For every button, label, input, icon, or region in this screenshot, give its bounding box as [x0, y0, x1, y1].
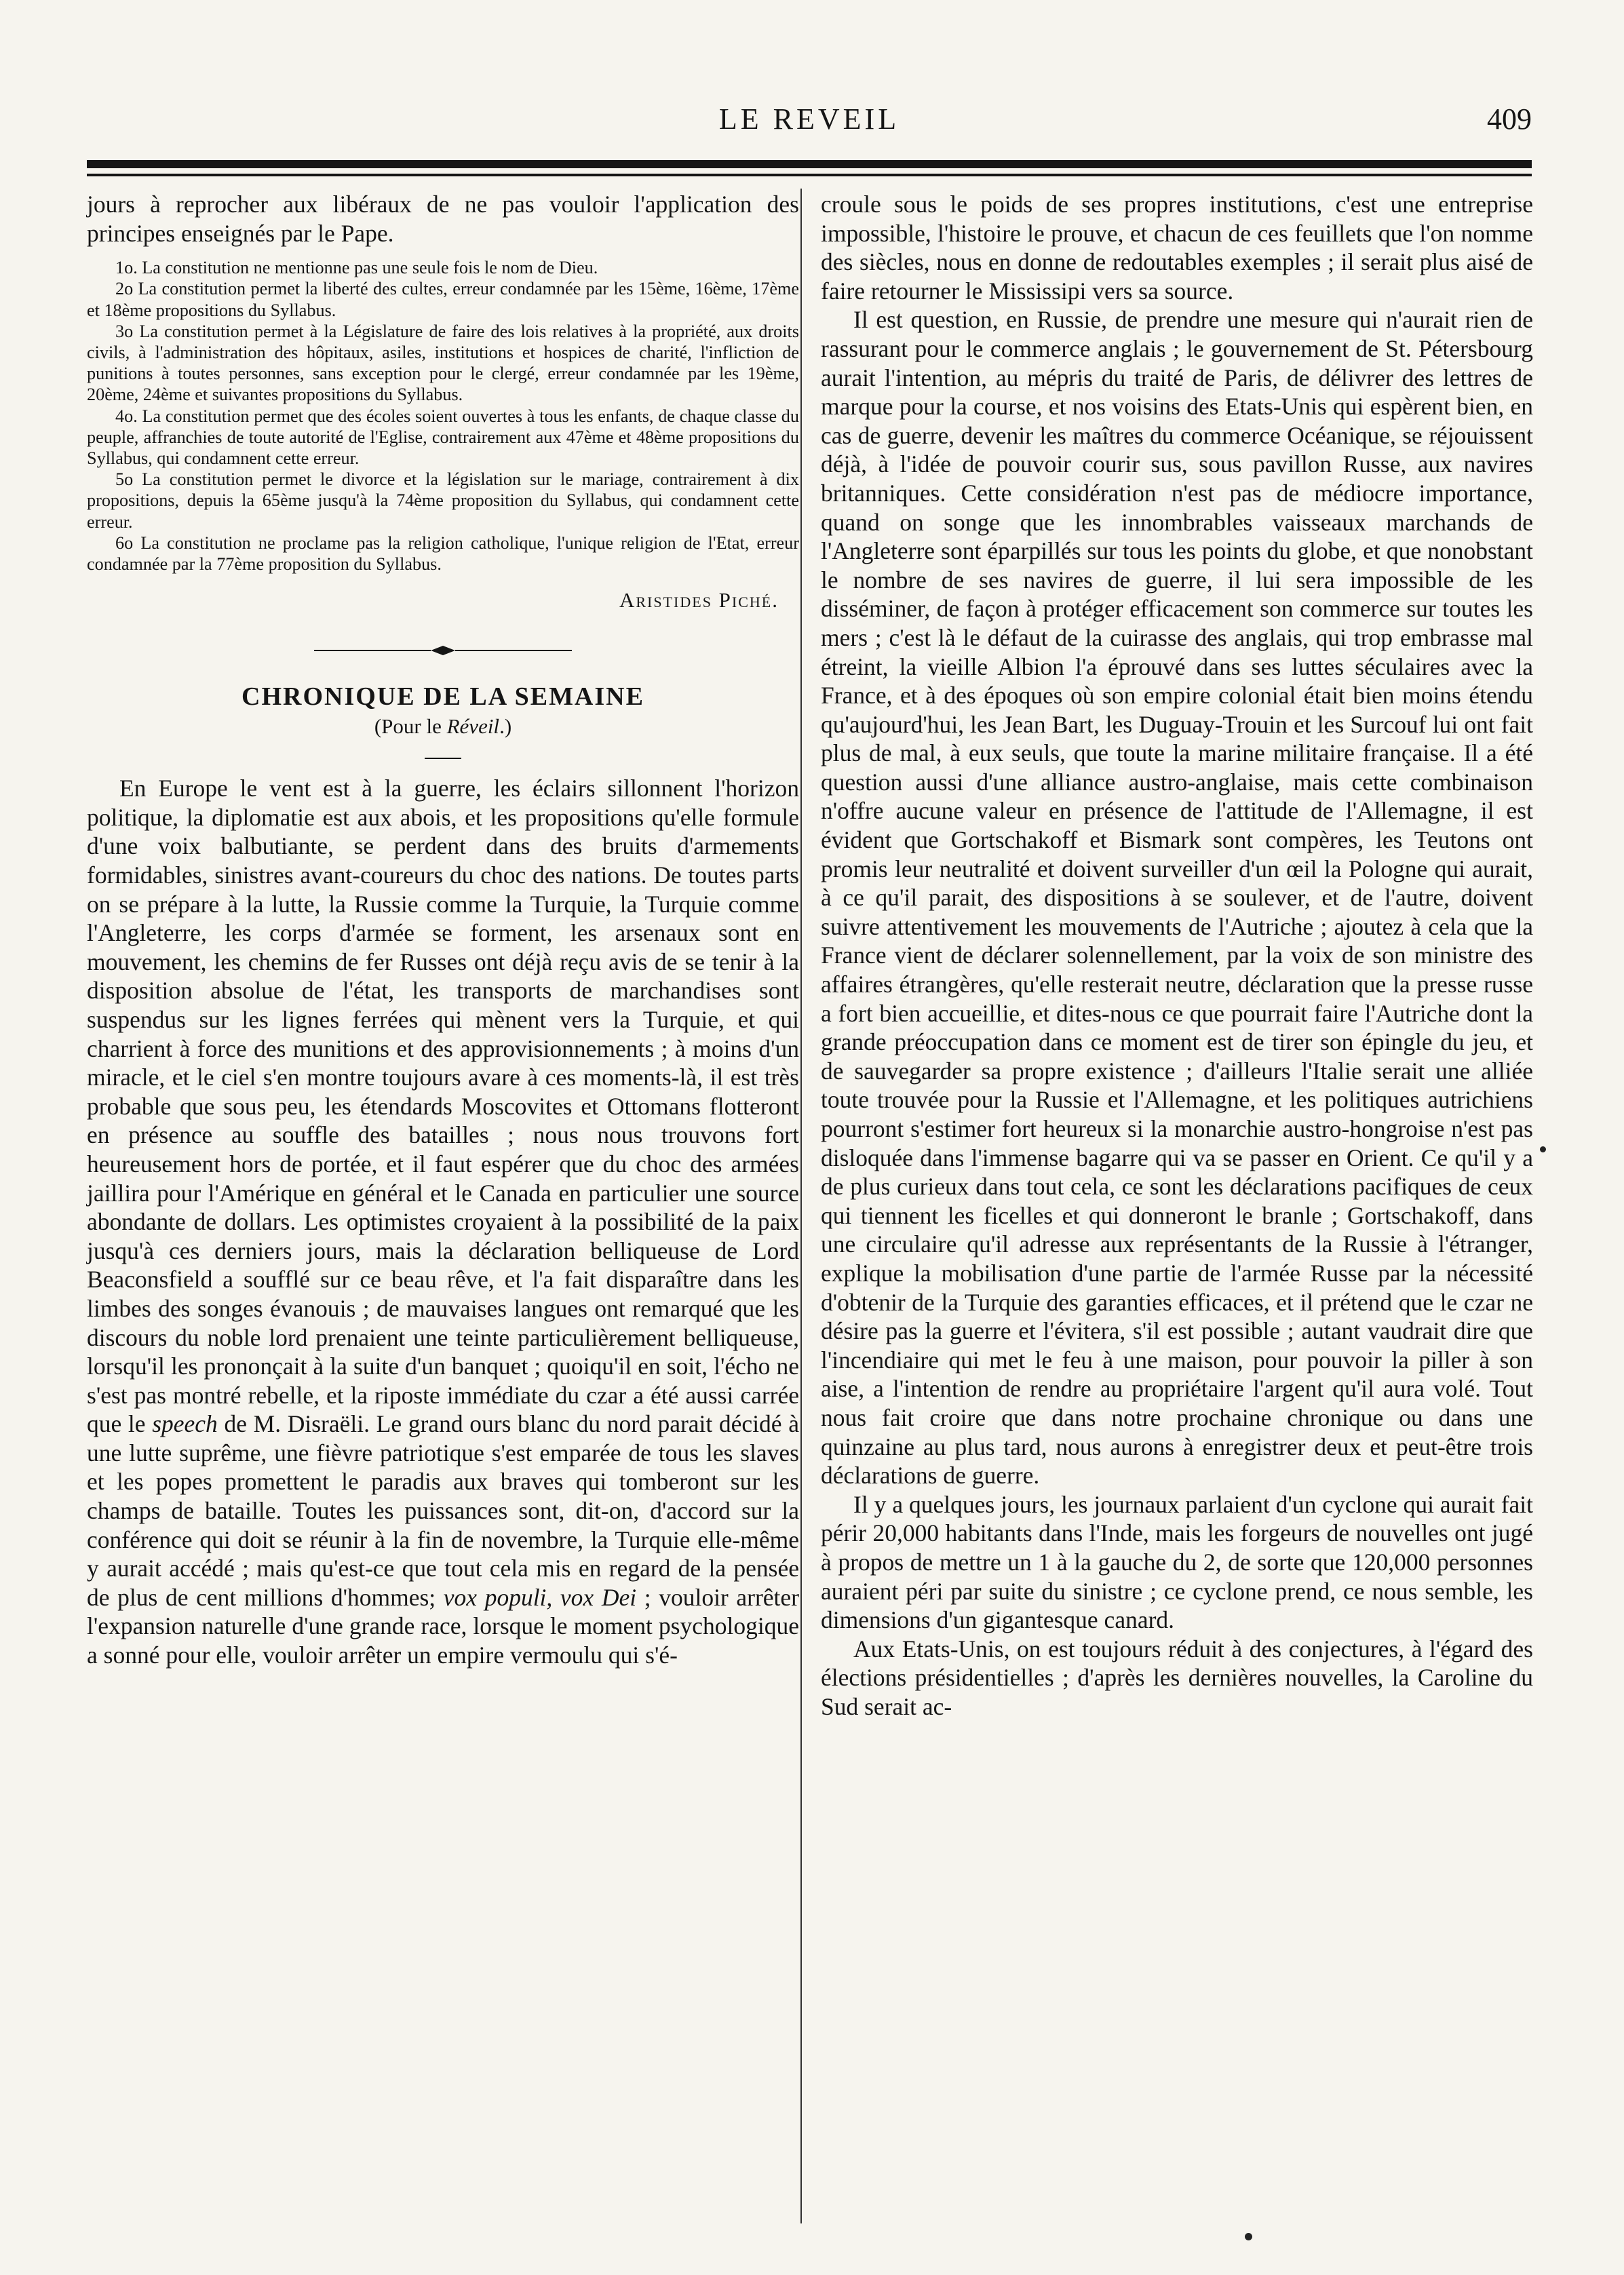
section-subtitle	[87, 714, 799, 739]
ink-dot-icon	[1245, 2233, 1252, 2240]
proposition-2: 2o La constitution permet la liberté des cultes, erreur condamnée par les 15ème, 16ème, 17ème et 18ème propositions du Syllabus.	[87, 279, 799, 320]
chronique-text-2: de M. Disraëli. Le grand ours blanc du nord parait décidé à une lutte suprême, une fièvre patriotique s'est emparée de tous les slaves et les popes promettent le paradis aux braves qui tomberont sur les champs de bataille. Toutes les puissances sont, dit-on, d'accord sur la conférence qui doit se réunir à la fin de novembre, la Turquie elle-même y aurait accédé ; mais qu'est-ce que tout cela mis en regard de la pensée de plus de cent millions d'hommes;	[87, 1410, 799, 1611]
proposition-6: 6o La constitution ne proclame pas la religion catholique, l'unique religion de l'Etat, erreur condamnée par la 77ème proposition du Syllabus.	[87, 532, 799, 575]
subtitle-journal: Réveil	[446, 714, 500, 739]
proposition-4: 4o. La constitution permet que des écoles soient ouvertes à tous les enfants, de chaque classe du peuple, affranchies de toute autorité de l'Eglise, contrairement aux 47ème et 48ème propositions du Syllabus, qui condamnent cette erreur.	[87, 406, 799, 469]
proposition-5: 5o La constitution permet le divorce et la législation sur le mariage, contrairement à dix propositions, depuis la 65ème jusqu'à la 74ème proposition du Syllabus, qui condamnent cette erreur.	[87, 469, 799, 532]
left-column	[87, 190, 799, 1670]
chronique-text-3: ; vouloir arrêter l'expansion naturelle d'une grande race, lorsque le moment psychologique a sonné pour elle, vouloir arrêter un empire vermoulu qui s'é-	[87, 1583, 799, 1669]
chronique-speech: speech	[152, 1410, 218, 1438]
subtitle-suffix: .)	[499, 714, 512, 739]
right-paragraph-4: Aux Etats-Unis, on est toujours réduit à des conjectures, à l'égard des élections présidentielles ; d'après les dernières nouvelles, la Caroline du Sud serait ac-	[821, 1635, 1533, 1720]
right-paragraph-3: Il y a quelques jours, les journaux parlaient d'un cyclone qui aurait fait périr 20,000 habitants dans l'Inde, mais les forgeurs de nouvelles ont jugé à propos de mettre un 1 à la gauche du 2, de sorte que 120,000 personnes auraient péri par suite du sinistre ; ce cyclone prend, ce nous semble, les dimensions d'un gigantesque canard.	[821, 1490, 1533, 1634]
subtitle-rule	[425, 758, 461, 759]
ink-dot-icon	[1540, 1146, 1546, 1152]
section-title: CHRONIQUE DE LA SEMAINE	[241, 682, 644, 712]
section-ornament-icon	[87, 644, 799, 664]
chronique-paragraph	[87, 774, 799, 1669]
chronique-vox: vox populi, vox Dei	[443, 1583, 637, 1611]
page-header	[87, 102, 1532, 149]
header-rule-thick	[87, 160, 1532, 168]
right-paragraph-1: croule sous le poids de ses propres institutions, c'est une entreprise impossible, l'histoire le prouve, et chacun de ces feuillets que l'on nomme des siècles, nous en donne de redoutables exemples ; il serait plus aisé de faire retourner le Mississipi vers sa source.	[821, 191, 1533, 305]
proposition-1: 1o. La constitution ne mentionne pas une seule fois le nom de Dieu.	[115, 258, 598, 278]
running-title: LE REVEIL	[718, 102, 900, 136]
author-signature: Aristides Piché.	[619, 588, 779, 612]
header-rule-thin	[87, 174, 1532, 176]
column-divider	[800, 189, 802, 2223]
right-column	[821, 190, 1533, 1721]
subtitle-prefix: (Pour le	[374, 714, 447, 739]
page-number: 409	[1487, 102, 1532, 136]
right-paragraph-2: Il est question, en Russie, de prendre une mesure qui n'aurait rien de rassurant pour le commerce anglais ; le gouvernement de St. Pétersbourg aurait l'intention, au mépris du traité de Paris, de délivrer des lettres de marque pour la course, et nos voisins des Etats-Unis qui espèrent bien, en cas de guerre, devenir les maîtres du commerce Océanique, se réjouissent déjà, à l'idée de pouvoir courir sus, sous pavillon Russe, aux navires britanniques. Cette considération n'est pas de médiocre importance, quand on songe que les innombrables vaisseaux marchands de l'Angleterre sont éparpillés sur tous les points du globe, et que nonobstant le nombre de ses navires de guerre, il lui sera impossible de les disséminer, de façon à protéger efficacement son commerce sur toutes les mers ; c'est là le défaut de la cuirasse des anglais, qui trop embrasse mal étreint, la vieille Albion l'a éprouvé dans ses luttes séculaires avec la France, et à des époques où son empire colonial était bien moins étendu qu'aujourd'hui, les Jean Bart, les Duguay-Trouin et les Surcouf lui ont fait plus de mal, à eux seuls, que toute la marine militaire française. Il a été question aussi d'une alliance austro-anglaise, mais cette combinaison n'offre aucune valeur en présence de l'attitude de l'Allemagne, il est évident que Gortschakoff et Bismark sont compères, les Teutons ont promis leur neutralité et doivent surveiller d'un œil la Pologne qui aurait, à ce qu'il parait, des dispositions à se soulever, et de l'autre, doivent suivre attentivement les mouvements de l'Autriche ; ajoutez à cela que la France vient de déclarer solennellement, par la voix de son ministre des affaires étrangères, qu'elle resterait neutre, déclaration que la presse russe a fort bien accueillie, et dites-nous ce que pourrait faire l'Autriche dont la grande préoccupation dans ce moment est de tirer son épingle du jeu, et de sauvegarder sa propre existence ; d'ailleurs l'Italie serait une alliée toute trouvée pour la Russie et l'Allemagne, et les politiques autrichiens pourront s'estimer fort heureux si la monarchie austro-hongroise n'est pas disloquée dans l'immense bagarre qui va se passer en Orient. Ce qu'il y a de plus curieux dans tout cela, ce sont les déclarations pacifiques de ceux qui tiennent les ficelles et qui donneront le branle ; Gortschakoff, dans une circulaire qu'il adresse aux représentants de la Russie à l'étranger, explique la mobilisation d'une partie de l'armée Russe par la nécessité d'obtenir de la Turquie des garanties efficaces, et il prétend que le czar ne désire pas la guerre et l'évitera, s'il est possible ; autant vaudrait dire que l'incendiaire qui met le feu à une maison, pour pouvoir la piller à son aise, a l'intention de rendre au propriétaire l'argent qu'il aura volé. Tout nous fait croire que dans notre prochaine chronique ou dans une quinzaine au plus tard, nous aurons à enregistrer deux et peut-être trois déclarations de guerre.	[821, 306, 1533, 1490]
chronique-text-1: En Europe le vent est à la guerre, les éclairs sillonnent l'horizon politique, la diplomatie est aux abois, et les propositions qu'elle formule d'une voix balbutiante, se perdent dans des bruits d'armements formidables, sinistres avant-coureurs du choc des nations. De toutes parts on se prépare à la lutte, la Russie comme la Turquie, la Turquie comme l'Angleterre, les corps d'armée se forment, les arsenaux sont en mouvement, les chemins de fer Russes ont déjà reçu avis de se tenir à la disposition absolue de l'état, les transports de marchandises sont suspendus sur les lignes ferrées qui mènent vers la Turquie, et qui charrient à force des munitions et des approvisionnements ; à moins d'un miracle, et le ciel s'en montre toujours avare à ces moments-là, il est très probable que sous peu, les étendards Moscovites et Ottomans flotteront en présence au souffle des batailles ; nous nous trouvons fort heureusement hors de portée, et il faut espérer que du choc des armées jaillira pour l'Amérique en général et le Canada en particulier une source abondante de dollars. Les optimistes croyaient à la possibilité de la paix jusqu'à ces derniers jours, mais la déclaration belliqueuse de Lord Beaconsfield a soufflé sur ce beau rêve, et l'a fait disparaître dans les limbes des songes évanouis ; de mauvaises langues ont remarqué que les discours du noble lord prenaient une teinte particulièrement belliqueuse, lorsqu'il les prononçait à la suite d'un banquet ; quoiqu'il en soit, l'écho ne s'est pas montré rebelle, et la riposte immédiate du czar a été aussi carrée que le	[87, 775, 799, 1438]
proposition-3: 3o La constitution permet à la Législature de faire des lois relatives à la propriété, aux droits civils, à l'administration des hôpitaux, asiles, institutions et hospices de charité, l'infliction de punitions à toutes personnes, sans exception pour le clergé, erreur condamnée par les 19ème, 20ème, 24ème et suivantes propositions du Syllabus.	[87, 321, 799, 405]
opening-paragraph: jours à reprocher aux libéraux de ne pas vouloir l'application des principes enseignés par le Pape.	[87, 191, 799, 247]
